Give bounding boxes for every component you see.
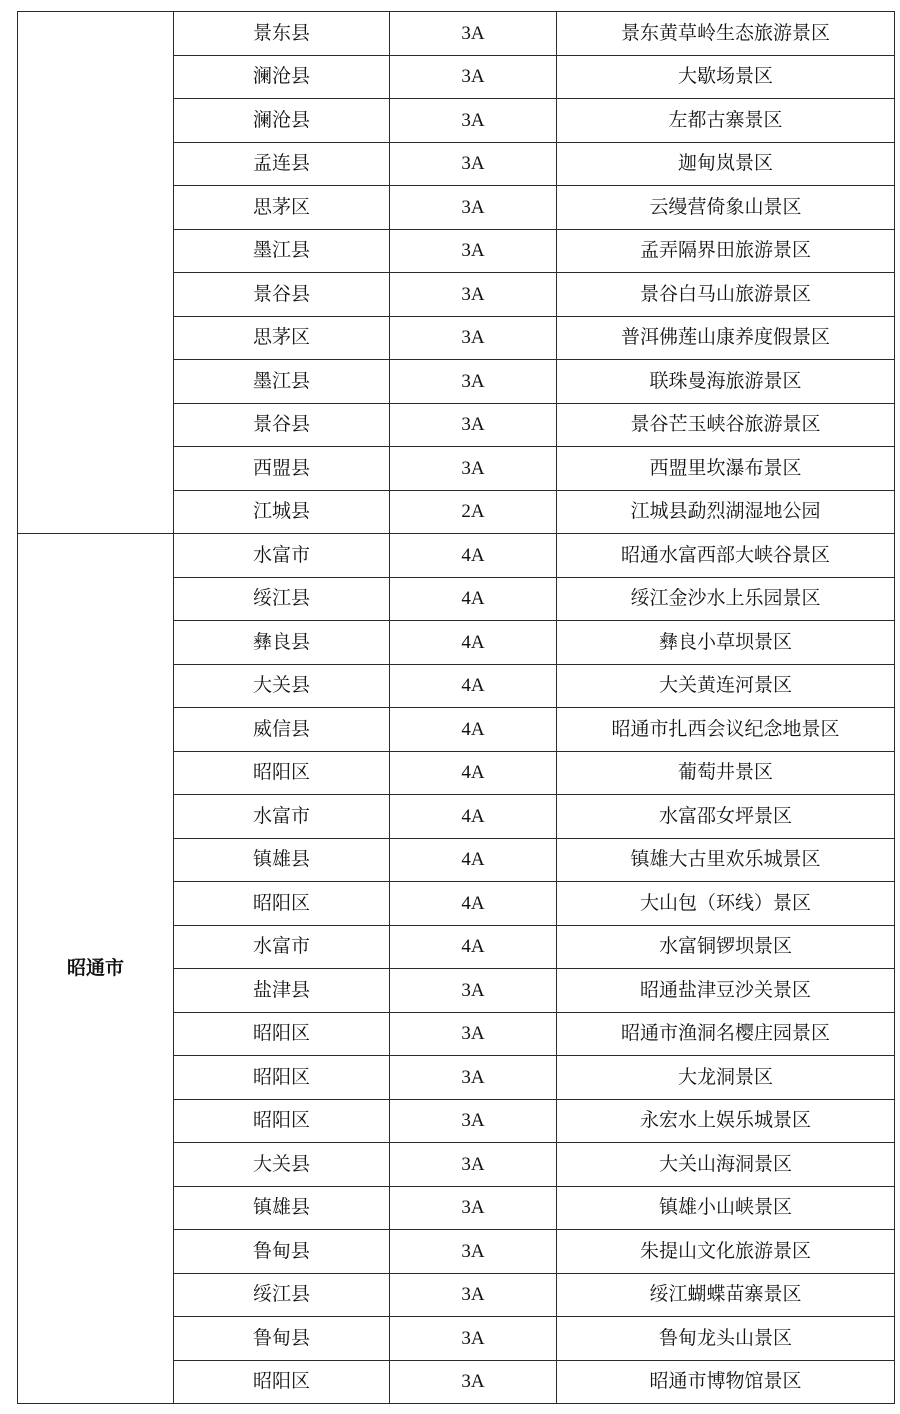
level-cell: 3A xyxy=(390,1317,557,1361)
scenic-name-cell: 永宏水上娱乐城景区 xyxy=(557,1099,895,1143)
county-cell: 澜沧县 xyxy=(174,99,390,143)
county-cell: 景谷县 xyxy=(174,403,390,447)
table-row xyxy=(18,12,895,56)
scenic-name-cell: 水富铜锣坝景区 xyxy=(557,925,895,969)
table-body xyxy=(18,12,895,1404)
county-cell: 镇雄县 xyxy=(174,1186,390,1230)
level-cell: 3A xyxy=(390,447,557,491)
scenic-name-cell: 昭通市博物馆景区 xyxy=(557,1360,895,1404)
scenic-name-cell: 大歇场景区 xyxy=(557,55,895,99)
table-row xyxy=(18,534,895,578)
scenic-name-cell: 大山包（环线）景区 xyxy=(557,882,895,926)
scenic-name-cell: 大龙洞景区 xyxy=(557,1056,895,1100)
scenic-name-cell: 昭通市扎西会议纪念地景区 xyxy=(557,708,895,752)
level-cell: 3A xyxy=(390,1056,557,1100)
county-cell: 西盟县 xyxy=(174,447,390,491)
county-cell: 思茅区 xyxy=(174,316,390,360)
level-cell: 3A xyxy=(390,12,557,56)
level-cell: 2A xyxy=(390,490,557,534)
level-cell: 4A xyxy=(390,577,557,621)
scenic-name-cell: 绥江金沙水上乐园景区 xyxy=(557,577,895,621)
county-cell: 昭阳区 xyxy=(174,1012,390,1056)
scenic-name-cell: 昭通水富西部大峡谷景区 xyxy=(557,534,895,578)
scenic-name-cell: 大关黄连河景区 xyxy=(557,664,895,708)
scenic-name-cell: 迦甸岚景区 xyxy=(557,142,895,186)
level-cell: 3A xyxy=(390,1012,557,1056)
level-cell: 4A xyxy=(390,882,557,926)
level-cell: 3A xyxy=(390,1273,557,1317)
county-cell: 盐津县 xyxy=(174,969,390,1013)
county-cell: 镇雄县 xyxy=(174,838,390,882)
county-cell: 昭阳区 xyxy=(174,1099,390,1143)
county-cell: 水富市 xyxy=(174,925,390,969)
level-cell: 4A xyxy=(390,925,557,969)
level-cell: 3A xyxy=(390,99,557,143)
level-cell: 4A xyxy=(390,534,557,578)
scenic-name-cell: 朱提山文化旅游景区 xyxy=(557,1230,895,1274)
county-cell: 昭阳区 xyxy=(174,1056,390,1100)
county-cell: 墨江县 xyxy=(174,360,390,404)
county-cell: 昭阳区 xyxy=(174,882,390,926)
level-cell: 4A xyxy=(390,751,557,795)
scenic-name-cell: 葡萄井景区 xyxy=(557,751,895,795)
city-cell xyxy=(18,12,174,534)
scenic-name-cell: 镇雄小山峡景区 xyxy=(557,1186,895,1230)
county-cell: 鲁甸县 xyxy=(174,1230,390,1274)
county-cell: 昭阳区 xyxy=(174,1360,390,1404)
level-cell: 4A xyxy=(390,621,557,665)
scenic-name-cell: 联珠曼海旅游景区 xyxy=(557,360,895,404)
level-cell: 4A xyxy=(390,708,557,752)
county-cell: 绥江县 xyxy=(174,1273,390,1317)
county-cell: 思茅区 xyxy=(174,186,390,230)
county-cell: 墨江县 xyxy=(174,229,390,273)
level-cell: 3A xyxy=(390,229,557,273)
level-cell: 3A xyxy=(390,186,557,230)
scenic-name-cell: 云缦营倚象山景区 xyxy=(557,186,895,230)
level-cell: 3A xyxy=(390,316,557,360)
level-cell: 4A xyxy=(390,838,557,882)
level-cell: 3A xyxy=(390,403,557,447)
county-cell: 孟连县 xyxy=(174,142,390,186)
scenic-name-cell: 昭通市渔洞名樱庄园景区 xyxy=(557,1012,895,1056)
county-cell: 景东县 xyxy=(174,12,390,56)
city-cell: 昭通市 xyxy=(18,534,174,1404)
scenic-name-cell: 昭通盐津豆沙关景区 xyxy=(557,969,895,1013)
scenic-area-table xyxy=(17,11,895,1404)
county-cell: 大关县 xyxy=(174,1143,390,1187)
level-cell: 3A xyxy=(390,360,557,404)
level-cell: 3A xyxy=(390,142,557,186)
level-cell: 3A xyxy=(390,273,557,317)
county-cell: 江城县 xyxy=(174,490,390,534)
county-cell: 景谷县 xyxy=(174,273,390,317)
county-cell: 澜沧县 xyxy=(174,55,390,99)
level-cell: 3A xyxy=(390,1360,557,1404)
scenic-name-cell: 西盟里坎瀑布景区 xyxy=(557,447,895,491)
scenic-name-cell: 绥江蝴蝶苗寨景区 xyxy=(557,1273,895,1317)
level-cell: 3A xyxy=(390,1230,557,1274)
level-cell: 3A xyxy=(390,1186,557,1230)
level-cell: 4A xyxy=(390,795,557,839)
county-cell: 威信县 xyxy=(174,708,390,752)
scenic-name-cell: 景谷芒玉峡谷旅游景区 xyxy=(557,403,895,447)
county-cell: 彝良县 xyxy=(174,621,390,665)
scenic-name-cell: 普洱佛莲山康养度假景区 xyxy=(557,316,895,360)
county-cell: 水富市 xyxy=(174,795,390,839)
scenic-name-cell: 景谷白马山旅游景区 xyxy=(557,273,895,317)
county-cell: 鲁甸县 xyxy=(174,1317,390,1361)
scenic-name-cell: 大关山海洞景区 xyxy=(557,1143,895,1187)
county-cell: 绥江县 xyxy=(174,577,390,621)
level-cell: 3A xyxy=(390,969,557,1013)
county-cell: 水富市 xyxy=(174,534,390,578)
scenic-name-cell: 镇雄大古里欢乐城景区 xyxy=(557,838,895,882)
scenic-name-cell: 景东黄草岭生态旅游景区 xyxy=(557,12,895,56)
scenic-name-cell: 彝良小草坝景区 xyxy=(557,621,895,665)
scenic-name-cell: 江城县勐烈湖湿地公园 xyxy=(557,490,895,534)
scenic-name-cell: 左都古寨景区 xyxy=(557,99,895,143)
level-cell: 4A xyxy=(390,664,557,708)
scenic-name-cell: 水富邵女坪景区 xyxy=(557,795,895,839)
scenic-name-cell: 鲁甸龙头山景区 xyxy=(557,1317,895,1361)
county-cell: 昭阳区 xyxy=(174,751,390,795)
scenic-name-cell: 孟弄隔界田旅游景区 xyxy=(557,229,895,273)
level-cell: 3A xyxy=(390,55,557,99)
level-cell: 3A xyxy=(390,1143,557,1187)
level-cell: 3A xyxy=(390,1099,557,1143)
county-cell: 大关县 xyxy=(174,664,390,708)
